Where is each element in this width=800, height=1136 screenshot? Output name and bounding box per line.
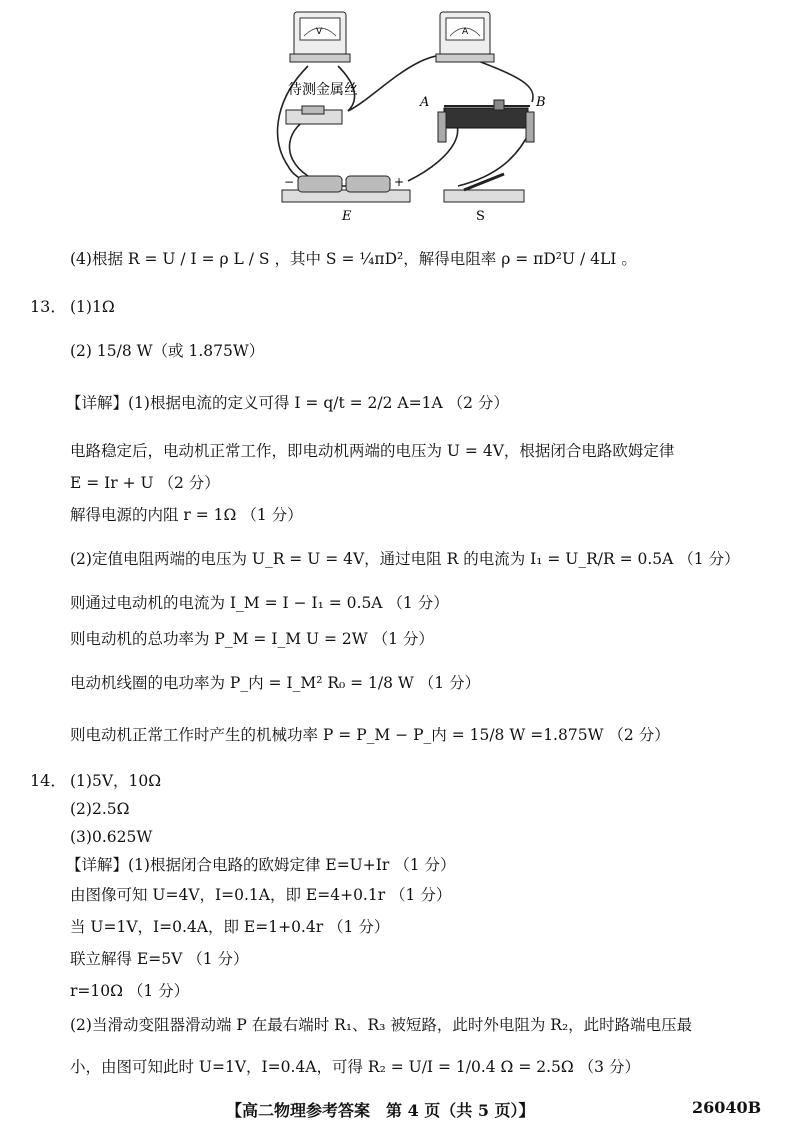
q13-detail-6: 则通过电动机的电流为 I_M = I − I₁ = 0.5A （1 分）: [70, 594, 449, 612]
q14-detail-7: 小，由图可知此时 U=1V，I=0.4A，可得 R₂ = U/I = 1/0.4 Ω = 2.5Ω （3 分）: [70, 1058, 640, 1076]
ammeter: [436, 12, 494, 62]
battery: [282, 175, 410, 224]
footer-page-info: 【高二物理参考答案 第 4 页（共 5 页）】: [226, 1101, 535, 1120]
formula-resistance: R = U / I = ρ L / S: [127, 250, 270, 268]
q14-number: 14．: [30, 771, 67, 790]
q13-detail-4: 解得电源的内阻 r = 1Ω （1 分）: [70, 506, 303, 524]
q13-detail-5: (2)定值电阻两端的电压为 U_R = U = 4V，通过电阻 R 的电流为 I₁ = U_R/R = 0.5A （1 分）: [70, 550, 740, 568]
q14-answer-2: (2)2.5Ω: [70, 800, 130, 818]
q14-detail-5: r=10Ω （1 分）: [70, 982, 190, 1000]
q14-detail-1: 【详解】(1)根据闭合电路的欧姆定律 E=U+Ir （1 分）: [66, 856, 456, 874]
q14-detail-4: 联立解得 E=5V （1 分）: [70, 950, 249, 968]
metal-wire-holder: [286, 106, 342, 124]
voltmeter: [290, 12, 350, 62]
q14-answer-3: (3)0.625W: [70, 828, 153, 846]
q14-detail-2: 由图像可知 U=4V，I=0.1A，即 E=4+0.1r （1 分）: [70, 886, 452, 904]
q13-answer-2: (2) 15/8 W（或 1.875W）: [70, 342, 265, 360]
q13-detail-9: 则电动机正常工作时产生的机械功率 P = P_M − P_内 = 15/8 W =1.875W （2 分）: [70, 726, 670, 744]
q13-detail-2: 电路稳定后，电动机正常工作，即电动机两端的电压为 U = 4V，根据闭合电路欧姆定律: [70, 442, 675, 460]
terminal-b-label: B: [536, 95, 546, 110]
q13-detail-1: 【详解】(1)根据电流的定义可得 I = q/t = 2/2 A=1A （2 分）: [66, 394, 509, 412]
wire-label: 待测金属丝: [288, 82, 358, 98]
ammeter-label: A: [462, 27, 469, 37]
switch-label: S: [476, 209, 485, 224]
q13-answer-1: (1)1Ω: [70, 298, 115, 316]
footer-code: 26040B: [692, 1098, 762, 1117]
formula-resistivity: ρ = πD²U / 4LI: [501, 250, 617, 268]
voltmeter-label: V: [316, 27, 323, 37]
switch: [444, 174, 524, 224]
q14-answer-1: (1)5V，10Ω: [70, 772, 162, 790]
q13-detail-3: E = Ir + U （2 分）: [70, 474, 220, 492]
battery-label: E: [342, 209, 352, 224]
battery-minus: −: [284, 175, 295, 189]
rheostat: [419, 95, 546, 142]
battery-plus: +: [394, 175, 405, 189]
q14-detail-6: (2)当滑动变阻器滑动端 P 在最右端时 R₁、R₃ 被短路，此时外电阻为 R₂，此时路端电压最: [70, 1016, 693, 1034]
q12-part4: (4)根据 R = U / I = ρ L / S ，其中 S = ¼πD²，解得电阻率 ρ = πD²U / 4LI 。: [70, 250, 637, 268]
q14-detail-3: 当 U=1V，I=0.4A，即 E=1+0.4r （1 分）: [70, 918, 390, 936]
q13-detail-8: 电动机线圈的电功率为 P_内 = I_M² R₀ = 1/8 W （1 分）: [70, 674, 481, 692]
q13-detail-7: 则电动机的总功率为 P_M = I_M U = 2W （1 分）: [70, 630, 434, 648]
q13-number: 13．: [30, 297, 67, 316]
terminal-a-label: A: [420, 95, 430, 110]
circuit-diagram: [268, 6, 564, 226]
